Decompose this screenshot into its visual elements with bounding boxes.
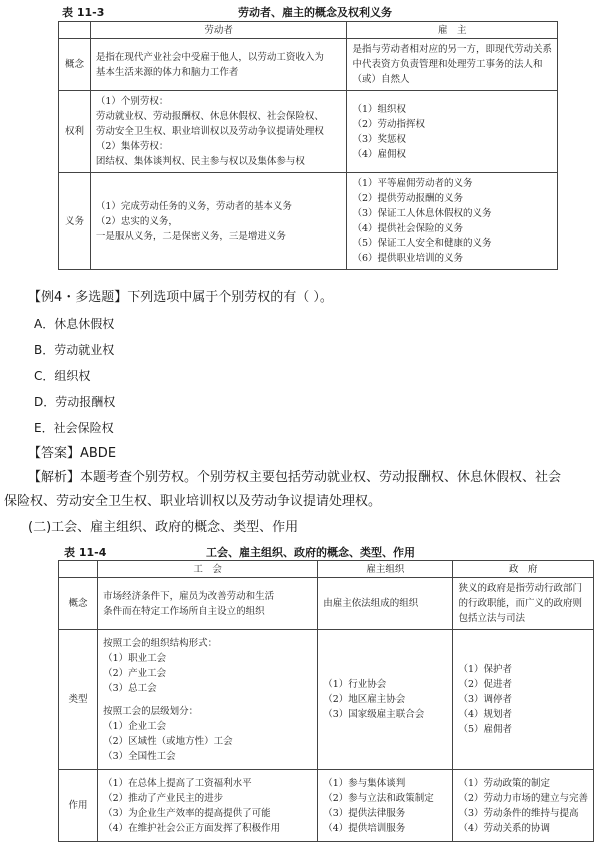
table-11-4-title: 工会、雇主组织、政府的概念、类型、作用 [206,546,415,559]
analysis-line-2: 保险权、劳动安全卫生权、职业培训权以及劳动争议提请处理权。 [4,494,382,509]
option-a: A．休息休假权 [34,317,115,331]
table-11-3-number: 表 11-3 [62,6,105,19]
cell-line: （2）集体劳权： [95,141,169,152]
cell-line: （4）在维护社会公正方面发挥了积极作用 [103,822,281,834]
header-blank [59,561,98,578]
table-row [59,39,558,91]
cell-union-concept [98,578,318,630]
table-11-4 [58,560,594,842]
header-union: 工 会 [98,561,318,578]
cell-government-concept [453,578,594,630]
cell-line: 团结权、集体谈判权、民主参与权以及集体参与权 [95,156,305,167]
cell-line: （3）国家级雇主联合会 [323,709,425,720]
cell-line: 狭义的政府是指劳动行政部门 [458,583,582,594]
cell-line [103,696,312,704]
cell-line: （6）提供职业培训的义务 [352,253,464,264]
cell-line: （4）提供社会保险的义务 [352,223,464,234]
cell-line: （3）保证工人休息休假权的义务 [352,208,492,219]
cell-line: 中代表资方负责管理和处理劳工事务的法人和 [352,59,543,70]
cell-line: （4）劳动关系的协调 [458,822,550,834]
cell-line: 劳动安全卫生权、职业培训权以及劳动争议提请处理权 [95,126,324,137]
row-label: 权利 [59,91,91,173]
cell-line: （3）劳动条件的维持与提高 [458,807,579,819]
cell-line: （4）规划者 [458,709,512,720]
cell-line: （1）组织权 [352,103,407,115]
cell-line: 按照工会的层级划分： [103,705,199,717]
table-11-4-number: 表 11-4 [64,546,107,559]
header-employer: 雇 主 [347,22,558,39]
table-11-3-title: 劳动者、雇主的概念及权利义务 [238,6,392,19]
cell-line: （1）职业工会 [103,652,167,664]
option-d: D．劳动报酬权 [34,395,116,409]
cell-government-types [453,630,594,770]
cell-line: （3）提供法律服务 [323,807,406,819]
cell-line: （3）全国性工会 [103,750,176,762]
cell-union-types [98,630,318,770]
row-label: 作用 [59,770,98,842]
cell-line: （3）调停者 [458,694,512,705]
table-header-row [59,22,558,39]
cell-line: （3）奖惩权 [352,133,407,145]
cell-line: （或）自然人 [352,74,410,85]
cell-employer-duties [347,173,558,270]
cell-line: （2）参与立法和政策制定 [323,792,434,804]
table-row [59,91,558,173]
analysis-line-1: 【解析】本题考查个别劳权。个别劳权主要包括劳动就业权、劳动报酬权、休息休假权、社会 [28,470,562,485]
cell-worker-duties [90,173,347,270]
cell-line: 包括立法与司法 [458,613,525,624]
option-b: B．劳动就业权 [34,343,115,357]
table-row [59,770,594,842]
cell-line: （2）劳动指挥权 [352,118,426,130]
cell-line: 由雇主依法组成的组织 [323,598,419,609]
cell-line: 市场经济条件下，雇员为改善劳动和生活 [103,590,275,602]
cell-line: （1）在总体上提高了工资福利水平 [103,777,252,789]
cell-line: （3）为企业生产效率的提高提供了可能 [103,807,271,819]
cell-line: 劳动就业权、劳动报酬权、休息休假权、社会保险权、 [95,111,324,122]
option-e: E．社会保险权 [34,421,114,435]
cell-employer-org-types [318,630,453,770]
cell-line: （5）雇佣者 [458,724,512,735]
cell-line: （5）保证工人安全和健康的义务 [352,238,492,249]
cell-line: 一是服从义务，二是保密义务，三是增进义务 [95,230,286,242]
table-row [59,578,594,630]
cell-employer-org-concept [318,578,453,630]
table-row [59,173,558,270]
section-heading: (二)工会、雇主组织、政府的概念、类型、作用 [28,520,299,535]
cell-line: （2）提供劳动报酬的义务 [352,193,464,204]
cell-government-roles [453,770,594,842]
cell-line: （2）地区雇主协会 [323,694,406,705]
row-label: 义务 [59,173,91,270]
row-label: 类型 [59,630,98,770]
cell-line: （1）完成劳动任务的义务，劳动者的基本义务 [95,200,292,212]
header-employer-org: 雇主组织 [318,561,453,578]
cell-line: （4）雇佣权 [352,148,407,160]
cell-worker-rights [90,91,347,173]
cell-employer-rights [347,91,558,173]
header-government: 政 府 [453,561,594,578]
cell-union-roles [98,770,318,842]
cell-line: （2）区域性（或地方性）工会 [103,735,233,747]
row-label: 概念 [59,39,91,91]
cell-line: （1）保护者 [458,664,512,675]
cell-employer-org-roles [318,770,453,842]
cell-line: 的行政职能，而广义的政府则 [458,598,582,609]
cell-line: （1）平等雇佣劳动者的义务 [352,178,473,189]
cell-line: （1）参与集体谈判 [323,777,406,789]
cell-line: 基本生活来源的体力和脑力工作者 [95,66,239,78]
option-c: C．组织权 [34,369,91,383]
cell-line: （1）劳动政策的制定 [458,777,550,789]
table-header-row [59,561,594,578]
cell-line: 条件而在特定工作场所自主设立的组织 [103,605,265,617]
cell-line: （2）劳动力市场的建立与完善 [458,792,588,804]
example-question: 【例4・多选题】下列选项中属于个别劳权的有（ ）。 [28,290,333,305]
cell-line: （2）推动了产业民主的进步 [103,792,224,804]
cell-line: （3）总工会 [103,682,157,694]
header-worker: 劳动者 [90,22,347,39]
cell-worker-concept [90,39,347,91]
cell-line: （1）企业工会 [103,720,167,732]
cell-line: 是指与劳动者相对应的另一方，即现代劳动关系 [352,44,552,55]
table-11-3 [58,21,558,270]
cell-line: 是指在现代产业社会中受雇于他人，以劳动工资收入为 [95,51,324,63]
table-row [59,630,594,770]
cell-line: （2）产业工会 [103,667,167,679]
cell-employer-concept [347,39,558,91]
answer: 【答案】ABDE [28,446,117,461]
row-label: 概念 [59,578,98,630]
cell-line: 按照工会的组织结构形式： [103,637,218,649]
cell-line: （2）忠实的义务， [95,215,178,227]
cell-line: （1）个别劳权： [95,96,169,107]
header-blank [59,22,91,39]
cell-line: （2）促进者 [458,679,512,690]
cell-line: （4）提供培训服务 [323,822,406,834]
cell-line: （1）行业协会 [323,679,387,690]
